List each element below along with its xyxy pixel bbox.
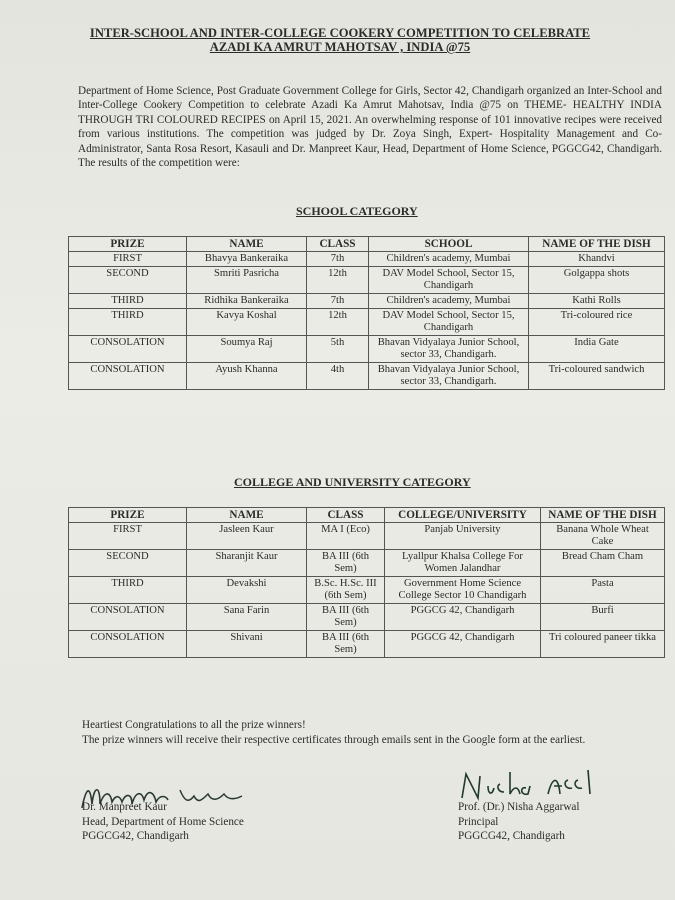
dish-cell: Bread Cham Cham xyxy=(541,550,665,577)
prize-cell: SECOND xyxy=(69,267,187,294)
college-category-heading: COLLEGE AND UNIVERSITY CATEGORY xyxy=(234,475,471,489)
prize-cell: CONSOLATION xyxy=(69,604,187,631)
table-row xyxy=(69,604,665,631)
signatory-title: Head, Department of Home Science xyxy=(82,815,244,828)
column-header-dish: NAME OF THE DISH xyxy=(541,508,665,523)
signatory-title: Principal xyxy=(458,815,499,828)
document-title xyxy=(40,26,640,54)
name-cell: Soumya Raj xyxy=(187,336,307,363)
class-cell: 7th xyxy=(307,294,369,309)
signature-block-right xyxy=(458,800,579,844)
table-row xyxy=(69,577,665,604)
name-cell: Ridhika Bankeraika xyxy=(187,294,307,309)
class-cell: 12th xyxy=(307,267,369,294)
table-row xyxy=(69,252,665,267)
class-cell: 7th xyxy=(307,252,369,267)
signatory-name: Prof. (Dr.) Nisha Aggarwal xyxy=(458,801,580,813)
column-header-class: CLASS xyxy=(307,508,385,523)
institution-cell: PGGCG 42, Chandigarh xyxy=(385,604,541,631)
table-header-row xyxy=(69,508,665,523)
column-header-name: NAME xyxy=(187,237,307,252)
column-header-dish: NAME OF THE DISH xyxy=(529,237,665,252)
prize-cell: CONSOLATION xyxy=(69,336,187,363)
table-row xyxy=(69,294,665,309)
institution-cell: Panjab University xyxy=(385,523,541,550)
dish-cell: Burfi xyxy=(541,604,665,631)
title-line-1: INTER-SCHOOL AND INTER-COLLEGE COOKERY COMPETITION TO CELEBRATE xyxy=(89,26,591,40)
class-cell: MA I (Eco) xyxy=(307,523,385,550)
name-cell: Shivani xyxy=(187,631,307,658)
dish-cell: Khandvi xyxy=(529,252,665,267)
signature-block-left xyxy=(82,800,244,844)
dish-cell: Golgappa shots xyxy=(529,267,665,294)
signatory-name: Dr. Manpreet Kaur xyxy=(82,801,167,813)
signatory-organization: PGGCG42, Chandigarh xyxy=(458,830,565,843)
institution-cell: PGGCG 42, Chandigarh xyxy=(385,631,541,658)
signatory-organization: PGGCG42, Chandigarh xyxy=(82,830,189,843)
prize-cell: THIRD xyxy=(69,294,187,309)
class-cell: 5th xyxy=(307,336,369,363)
name-cell: Devakshi xyxy=(187,577,307,604)
column-header-class: CLASS xyxy=(307,237,369,252)
column-header-school: SCHOOL xyxy=(369,237,529,252)
title-line-2: AZADI KA AMRUT MAHOTSAV , INDIA @75 xyxy=(209,40,471,54)
column-header-college: COLLEGE/UNIVERSITY xyxy=(385,508,541,523)
class-cell: BA III (6th Sem) xyxy=(307,631,385,658)
table-row xyxy=(69,363,665,390)
dish-cell: Tri-coloured sandwich xyxy=(529,363,665,390)
table-row xyxy=(69,267,665,294)
table-row xyxy=(69,631,665,658)
institution-cell: Government Home Science College Sector 10 Chandigarh xyxy=(385,577,541,604)
college-results-table xyxy=(68,507,665,658)
dish-cell: India Gate xyxy=(529,336,665,363)
dish-cell: Pasta xyxy=(541,577,665,604)
institution-cell: Children's academy, Mumbai xyxy=(369,252,529,267)
prize-cell: SECOND xyxy=(69,550,187,577)
congratulations-text: Heartiest Congratulations to all the prize winners! xyxy=(82,719,306,731)
class-cell: B.Sc. H.Sc. III (6th Sem) xyxy=(307,577,385,604)
table-row xyxy=(69,309,665,336)
dish-cell: Kathi Rolls xyxy=(529,294,665,309)
prize-cell: CONSOLATION xyxy=(69,631,187,658)
table-header-row xyxy=(69,237,665,252)
table-row xyxy=(69,550,665,577)
name-cell: Kavya Koshal xyxy=(187,309,307,336)
dish-cell: Tri-coloured rice xyxy=(529,309,665,336)
class-cell: BA III (6th Sem) xyxy=(307,604,385,631)
name-cell: Bhavya Bankeraika xyxy=(187,252,307,267)
prize-cell: CONSOLATION xyxy=(69,363,187,390)
school-results-table xyxy=(68,236,665,390)
name-cell: Jasleen Kaur xyxy=(187,523,307,550)
column-header-prize: PRIZE xyxy=(69,508,187,523)
institution-cell: Bhavan Vidyalaya Junior School, sector 33, Chandigarh. xyxy=(369,336,529,363)
table-row xyxy=(69,336,665,363)
prize-cell: FIRST xyxy=(69,523,187,550)
institution-cell: DAV Model School, Sector 15, Chandigarh xyxy=(369,267,529,294)
institution-cell: DAV Model School, Sector 15, Chandigarh xyxy=(369,309,529,336)
closing-notes xyxy=(82,718,667,747)
name-cell: Ayush Khanna xyxy=(187,363,307,390)
intro-paragraph: Department of Home Science, Post Graduate Government College for Girls, Sector 42, Chandigarh organized an Inter-School and Inter-College Cookery Competition to celebrate Azadi Ka Amrut Mahotsav, India @75 on THEME- HEALTHY INDIA THROUGH TRI COLOURED RECIPES on April 15, 2021. An overwhelming response of 101 innovative recipes were received from various institutions. The competition was judged by Dr. Zoya Singh, Expert- Hospitality Management and Co-Administrator, Santa Rosa Resort, Kasauli and Dr. Manpreet Kaur, Head, Department of Home Science, PGGCG42, Chandigarh. The results of the competition were: xyxy=(78,85,662,170)
name-cell: Sharanjit Kaur xyxy=(187,550,307,577)
institution-cell: Lyallpur Khalsa College For Women Jalandhar xyxy=(385,550,541,577)
name-cell: Sana Farin xyxy=(187,604,307,631)
name-cell: Smriti Pasricha xyxy=(187,267,307,294)
dish-cell: Tri coloured paneer tikka xyxy=(541,631,665,658)
institution-cell: Bhavan Vidyalaya Junior School, sector 33, Chandigarh. xyxy=(369,363,529,390)
dish-cell: Banana Whole Wheat Cake xyxy=(541,523,665,550)
class-cell: 4th xyxy=(307,363,369,390)
prize-cell: FIRST xyxy=(69,252,187,267)
class-cell: 12th xyxy=(307,309,369,336)
column-header-name: NAME xyxy=(187,508,307,523)
column-header-prize: PRIZE xyxy=(69,237,187,252)
prize-cell: THIRD xyxy=(69,309,187,336)
certificate-note: The prize winners will receive their respective certificates through emails sent in the Google form at the earliest. xyxy=(82,733,586,746)
prize-cell: THIRD xyxy=(69,577,187,604)
class-cell: BA III (6th Sem) xyxy=(307,550,385,577)
institution-cell: Children's academy, Mumbai xyxy=(369,294,529,309)
table-row xyxy=(69,523,665,550)
school-category-heading: SCHOOL CATEGORY xyxy=(296,204,418,218)
